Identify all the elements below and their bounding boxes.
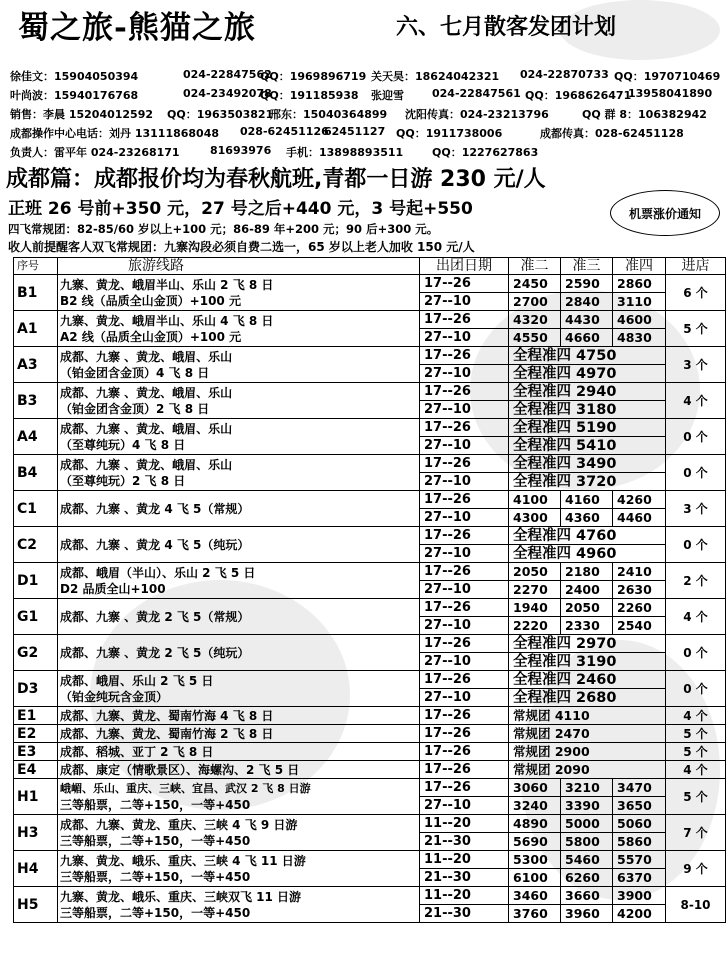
price-cell: 3960 — [561, 905, 613, 923]
shop-count: 6 个 — [666, 275, 726, 311]
price-cell: 4600 — [613, 311, 666, 329]
route-line: 成都、九寨 、黄龙、峨眉、乐山 — [60, 349, 233, 364]
standard-group-price: 常规团 2090 — [509, 761, 666, 779]
route-line: （至尊纯玩）4 飞 8 日 — [60, 437, 186, 452]
route-description — [58, 599, 420, 635]
shop-count: 5 个 — [666, 779, 726, 815]
route-line: 九寨、黄龙、峨眉半山、乐山 2 飞 8 日 — [60, 277, 274, 292]
table-row — [14, 419, 726, 437]
contact-item: 张迎雪 — [371, 89, 404, 102]
departure-date: 11--20 — [420, 815, 509, 833]
standard-group-price: 常规团 2900 — [509, 743, 666, 761]
route-line: 成都、九寨 、黄龙、峨眉、乐山 — [60, 385, 233, 400]
price-cell: 2840 — [561, 293, 613, 311]
shop-count: 0 个 — [666, 455, 726, 491]
column-header: 旅游线路 — [58, 258, 420, 275]
price-cell: 3660 — [561, 887, 613, 905]
route-line: 成都、九寨、黄龙、重庆、三峡 4 飞 9 日游 — [60, 817, 298, 832]
column-header: 准四 — [613, 258, 666, 275]
route-code: C2 — [14, 527, 58, 563]
price-cell: 5800 — [561, 833, 613, 851]
price-cell: 4300 — [509, 509, 561, 527]
full-trip-price: 全程准四 3190 — [509, 653, 666, 671]
shop-count: 2 个 — [666, 563, 726, 599]
shop-count: 5 个 — [666, 725, 726, 743]
price-cell: 2700 — [509, 293, 561, 311]
route-description — [58, 743, 420, 761]
departure-date: 17--26 — [420, 725, 509, 743]
price-cell: 3470 — [613, 779, 666, 797]
route-code: B3 — [14, 383, 58, 419]
route-code: A1 — [14, 311, 58, 347]
price-cell: 2260 — [613, 599, 666, 617]
contact-item: 徐佳文：15904050394 — [10, 70, 139, 83]
route-description — [58, 635, 420, 671]
departure-date: 17--26 — [420, 671, 509, 689]
route-code: H3 — [14, 815, 58, 851]
page-title: 蜀之旅-熊猫之旅 — [18, 10, 256, 46]
route-line: 成都、九寨 、黄龙 4 飞 5（常规） — [60, 501, 250, 516]
table-row — [14, 779, 726, 797]
route-line: 九寨、黄龙、峨乐、重庆、三峡双飞 11 日游 — [60, 889, 302, 904]
departure-date: 27--10 — [420, 545, 509, 563]
departure-date: 27--10 — [420, 401, 509, 419]
route-description — [58, 707, 420, 725]
promo-reminder: 收人前提醒客人双飞常规团：九寨沟段必须自费二选一，65 岁以上老人加收 150 元/人 — [8, 240, 475, 254]
route-description — [58, 725, 420, 743]
column-header: 准三 — [561, 258, 613, 275]
full-trip-price: 全程准四 5190 — [509, 419, 666, 437]
route-code: E4 — [14, 761, 58, 779]
route-code: G2 — [14, 635, 58, 671]
departure-date: 17--26 — [420, 743, 509, 761]
price-cell: 2590 — [561, 275, 613, 293]
route-line: 成都、九寨 、黄龙、峨眉、乐山 — [60, 457, 233, 472]
price-notice-bubble — [610, 190, 720, 236]
departure-date: 17--26 — [420, 491, 509, 509]
departure-date: 11--20 — [420, 851, 509, 869]
price-cell: 3760 — [509, 905, 561, 923]
table-row — [14, 851, 726, 869]
route-code: E1 — [14, 707, 58, 725]
route-code: D1 — [14, 563, 58, 599]
route-line: B2 线（品质全山金顶）+100 元 — [60, 293, 241, 308]
contact-item: 邢东：15040364899 — [270, 108, 388, 121]
shop-count: 9 个 — [666, 851, 726, 887]
departure-date: 27--10 — [420, 509, 509, 527]
route-line: 成都、九寨 、黄龙、峨眉、乐山 — [60, 421, 233, 436]
shop-count: 4 个 — [666, 599, 726, 635]
route-code: E2 — [14, 725, 58, 743]
table-row — [14, 527, 726, 545]
price-cell: 6100 — [509, 869, 561, 887]
full-trip-price: 全程准四 4970 — [509, 365, 666, 383]
shop-count: 4 个 — [666, 383, 726, 419]
departure-date: 11--20 — [420, 887, 509, 905]
price-cell: 2050 — [509, 563, 561, 581]
contact-item: QQ：1963503821 — [167, 108, 274, 121]
contact-item: 成都传真：028-62451128 — [540, 127, 684, 140]
departure-date: 17--26 — [420, 563, 509, 581]
route-description — [58, 563, 420, 599]
shop-count: 4 个 — [666, 707, 726, 725]
full-trip-price: 全程准四 2680 — [509, 689, 666, 707]
route-code: E3 — [14, 743, 58, 761]
departure-date: 17--26 — [420, 779, 509, 797]
contact-item: QQ：1970710469 — [614, 70, 721, 83]
contact-item: 024-23492078 — [183, 87, 272, 100]
price-cell: 4890 — [509, 815, 561, 833]
price-cell: 3460 — [509, 887, 561, 905]
table-row — [14, 761, 726, 779]
departure-date: 27--10 — [420, 437, 509, 455]
route-description — [58, 275, 420, 311]
page-subtitle: 六、七月散客发团计划 — [396, 15, 617, 40]
title-row — [8, 2, 728, 44]
route-line: 成都、峨眉、乐山 2 飞 5 日 — [60, 673, 214, 688]
route-line: 成都、九寨 、黄龙 4 飞 5（纯玩） — [60, 537, 250, 552]
price-cell: 5690 — [509, 833, 561, 851]
price-cell: 3900 — [613, 887, 666, 905]
departure-date: 27--10 — [420, 365, 509, 383]
route-description — [58, 347, 420, 383]
price-cell: 2330 — [561, 617, 613, 635]
departure-date: 17--26 — [420, 455, 509, 473]
contact-item: 手机：13898893511 — [286, 146, 404, 159]
contact-item: 81693976 — [210, 144, 272, 157]
route-code: C1 — [14, 491, 58, 527]
price-cell: 3110 — [613, 293, 666, 311]
departure-date: 27--10 — [420, 329, 509, 347]
table-row — [14, 743, 726, 761]
route-line: 九寨、黄龙、峨乐、重庆、三峡 4 飞 11 日游 — [60, 853, 306, 868]
price-cell: 2400 — [561, 581, 613, 599]
route-line: 三等船票，二等+150，一等+450 — [60, 797, 251, 812]
contact-item: 关天昊：18624042321 — [371, 70, 500, 83]
table-row — [14, 455, 726, 473]
full-trip-price: 全程准四 2940 — [509, 383, 666, 401]
departure-date: 27--10 — [420, 473, 509, 491]
route-line: 成都、稻城、亚丁 2 飞 8 日 — [60, 744, 214, 759]
promo-age-note: 四飞常规团：82-85/60 岁以上+100 元；86-89 年+200 元；90 后+300 元。 — [8, 222, 439, 236]
table-row — [14, 311, 726, 329]
route-line: （铂金团含金顶）2 飞 8 日 — [60, 401, 210, 416]
table-row — [14, 635, 726, 653]
departure-date: 17--26 — [420, 383, 509, 401]
route-description — [58, 419, 420, 455]
route-line: 三等船票，二等+150，一等+450 — [60, 833, 251, 848]
route-line: 三等船票，二等+150，一等+450 — [60, 905, 251, 920]
contact-item: 沈阳传真：024-23213796 — [405, 108, 549, 121]
contact-item: 叶尚波：15940176768 — [10, 89, 139, 102]
route-description — [58, 779, 420, 815]
contact-item: 成都操作中心电话：刘丹 13111868048 — [10, 127, 220, 140]
departure-date: 17--26 — [420, 707, 509, 725]
column-header: 序号 — [14, 258, 58, 275]
contact-item: QQ：191185938 — [260, 89, 359, 102]
full-trip-price: 全程准四 4960 — [509, 545, 666, 563]
full-trip-price: 全程准四 3720 — [509, 473, 666, 491]
table-row — [14, 491, 726, 509]
price-cell: 3650 — [613, 797, 666, 815]
departure-date: 17--26 — [420, 635, 509, 653]
price-cell: 4460 — [613, 509, 666, 527]
contact-item: QQ：1227627863 — [432, 146, 539, 159]
price-cell: 2270 — [509, 581, 561, 599]
route-line: 九寨、黄龙、峨眉半山、乐山 4 飞 8 日 — [60, 313, 274, 328]
price-cell: 4160 — [561, 491, 613, 509]
contact-item: QQ：1969896719 — [260, 70, 367, 83]
table-row — [14, 707, 726, 725]
route-description — [58, 671, 420, 707]
promo-headline: 成都篇：成都报价均为春秋航班,青都一日游 230 元/人 — [6, 167, 546, 192]
table-row — [14, 887, 726, 905]
promo-surcharge: 正班 26 号前+350 元，27 号之后+440 元，3 号起+550 — [8, 199, 473, 219]
route-line: （铂金纯玩含金顶） — [60, 689, 169, 704]
route-code: H1 — [14, 779, 58, 815]
table-row — [14, 725, 726, 743]
route-code: D3 — [14, 671, 58, 707]
table-row — [14, 347, 726, 365]
price-cell: 1940 — [509, 599, 561, 617]
contact-item: 13958041890 — [628, 87, 713, 100]
departure-date: 17--26 — [420, 419, 509, 437]
table-row — [14, 275, 726, 293]
price-cell: 4200 — [613, 905, 666, 923]
price-cell: 2050 — [561, 599, 613, 617]
price-cell: 2220 — [509, 617, 561, 635]
table-header-row — [14, 258, 726, 275]
price-cell: 2540 — [613, 617, 666, 635]
table-row — [14, 599, 726, 617]
contact-item: 024-22847562 — [183, 68, 272, 81]
standard-group-price: 常规团 2470 — [509, 725, 666, 743]
price-cell: 5060 — [613, 815, 666, 833]
price-cell: 4100 — [509, 491, 561, 509]
departure-date: 27--10 — [420, 617, 509, 635]
price-cell: 4430 — [561, 311, 613, 329]
shop-count: 0 个 — [666, 419, 726, 455]
price-cell: 3210 — [561, 779, 613, 797]
price-cell: 5860 — [613, 833, 666, 851]
contact-item: 62451127 — [324, 125, 386, 138]
route-description — [58, 761, 420, 779]
table-row — [14, 815, 726, 833]
price-cell: 4830 — [613, 329, 666, 347]
table-row — [14, 671, 726, 689]
full-trip-price: 全程准四 4760 — [509, 527, 666, 545]
route-description — [58, 491, 420, 527]
departure-date: 17--26 — [420, 275, 509, 293]
price-cell: 3060 — [509, 779, 561, 797]
route-description — [58, 851, 420, 887]
route-line: 成都、九寨 、黄龙 2 飞 5（纯玩） — [60, 645, 250, 660]
departure-date: 21--30 — [420, 905, 509, 923]
full-trip-price: 全程准四 4750 — [509, 347, 666, 365]
shop-count: 0 个 — [666, 635, 726, 671]
contact-item: QQ 群 8：106382942 — [582, 108, 707, 121]
price-notice-text: 机票涨价通知 — [628, 206, 701, 221]
contact-item: 024-22847561 — [432, 87, 521, 100]
price-cell: 4360 — [561, 509, 613, 527]
shop-count: 3 个 — [666, 347, 726, 383]
shop-count: 5 个 — [666, 311, 726, 347]
contact-item: 024-22870733 — [520, 68, 609, 81]
route-code: H5 — [14, 887, 58, 923]
contact-item: 028-62451126 — [240, 125, 329, 138]
standard-group-price: 常规团 4110 — [509, 707, 666, 725]
price-cell: 4260 — [613, 491, 666, 509]
route-line: A2 线（品质全山金顶）+100 元 — [60, 329, 242, 344]
price-cell: 2180 — [561, 563, 613, 581]
price-cell: 3240 — [509, 797, 561, 815]
table-row — [14, 563, 726, 581]
route-line: 成都、康定（情歌景区）、海螺沟、2 飞 5 日 — [60, 762, 300, 777]
column-header: 准二 — [509, 258, 561, 275]
price-cell: 5460 — [561, 851, 613, 869]
price-cell: 2630 — [613, 581, 666, 599]
shop-count: 5 个 — [666, 743, 726, 761]
price-cell: 2450 — [509, 275, 561, 293]
contact-item: 销售：李晨 15204012592 — [10, 108, 154, 121]
contact-item: 负责人：雷平年 024-23268171 — [10, 146, 180, 159]
price-cell: 5000 — [561, 815, 613, 833]
departure-date: 17--26 — [420, 761, 509, 779]
route-description — [58, 527, 420, 563]
departure-date: 17--26 — [420, 311, 509, 329]
full-trip-price: 全程准四 5410 — [509, 437, 666, 455]
route-line: （铂金团含金顶）4 飞 8 日 — [60, 365, 210, 380]
column-header: 出团日期 — [420, 258, 509, 275]
route-code: A4 — [14, 419, 58, 455]
route-code: G1 — [14, 599, 58, 635]
departure-date: 17--26 — [420, 347, 509, 365]
route-line: 成都、峨眉（半山）、乐山 2 飞 5 日 — [60, 565, 256, 580]
route-line: 峨嵋、乐山、重庆、三峡、宜昌、武汉 2 飞 8 日游 — [60, 781, 311, 795]
shop-count: 7 个 — [666, 815, 726, 851]
route-line: D2 品质全山+100 — [60, 581, 166, 596]
shop-count: 3 个 — [666, 491, 726, 527]
departure-date: 27--10 — [420, 293, 509, 311]
route-code: A3 — [14, 347, 58, 383]
shop-count: 0 个 — [666, 527, 726, 563]
route-line: 成都、九寨、黄龙、蜀南竹海 4 飞 8 日 — [60, 708, 274, 723]
shop-count: 0 个 — [666, 671, 726, 707]
price-cell: 6260 — [561, 869, 613, 887]
price-cell: 4320 — [509, 311, 561, 329]
route-line: 三等船票，二等+150，一等+450 — [60, 869, 251, 884]
price-cell: 4550 — [509, 329, 561, 347]
full-trip-price: 全程准四 2970 — [509, 635, 666, 653]
route-description — [58, 455, 420, 491]
shop-count: 4 个 — [666, 761, 726, 779]
route-code: H4 — [14, 851, 58, 887]
departure-date: 27--10 — [420, 689, 509, 707]
departure-date: 27--10 — [420, 797, 509, 815]
route-code: B4 — [14, 455, 58, 491]
contact-item: QQ：1968626471 — [525, 89, 632, 102]
price-cell: 3390 — [561, 797, 613, 815]
route-code: B1 — [14, 275, 58, 311]
tour-price-table — [13, 257, 726, 923]
price-cell: 6370 — [613, 869, 666, 887]
contact-item: QQ：1911738006 — [396, 127, 503, 140]
departure-date: 17--26 — [420, 599, 509, 617]
table-row — [14, 383, 726, 401]
route-description — [58, 311, 420, 347]
departure-date: 21--30 — [420, 869, 509, 887]
route-description — [58, 383, 420, 419]
full-trip-price: 全程准四 2460 — [509, 671, 666, 689]
shop-count: 8-10 — [666, 887, 726, 923]
departure-date: 27--10 — [420, 653, 509, 671]
route-description — [58, 887, 420, 923]
column-header: 进店 — [666, 258, 726, 275]
route-line: 成都、九寨 、黄龙 2 飞 5（常规） — [60, 609, 250, 624]
departure-date: 17--26 — [420, 527, 509, 545]
departure-date: 21--30 — [420, 833, 509, 851]
full-trip-price: 全程准四 3180 — [509, 401, 666, 419]
price-cell: 5300 — [509, 851, 561, 869]
price-cell: 2410 — [613, 563, 666, 581]
price-cell: 5570 — [613, 851, 666, 869]
price-cell: 4660 — [561, 329, 613, 347]
departure-date: 27--10 — [420, 581, 509, 599]
route-line: 成都、九寨、黄龙、蜀南竹海 2 飞 8 日 — [60, 726, 274, 741]
route-description — [58, 815, 420, 851]
route-line: （至尊纯玩）2 飞 8 日 — [60, 473, 186, 488]
full-trip-price: 全程准四 3490 — [509, 455, 666, 473]
price-cell: 2860 — [613, 275, 666, 293]
